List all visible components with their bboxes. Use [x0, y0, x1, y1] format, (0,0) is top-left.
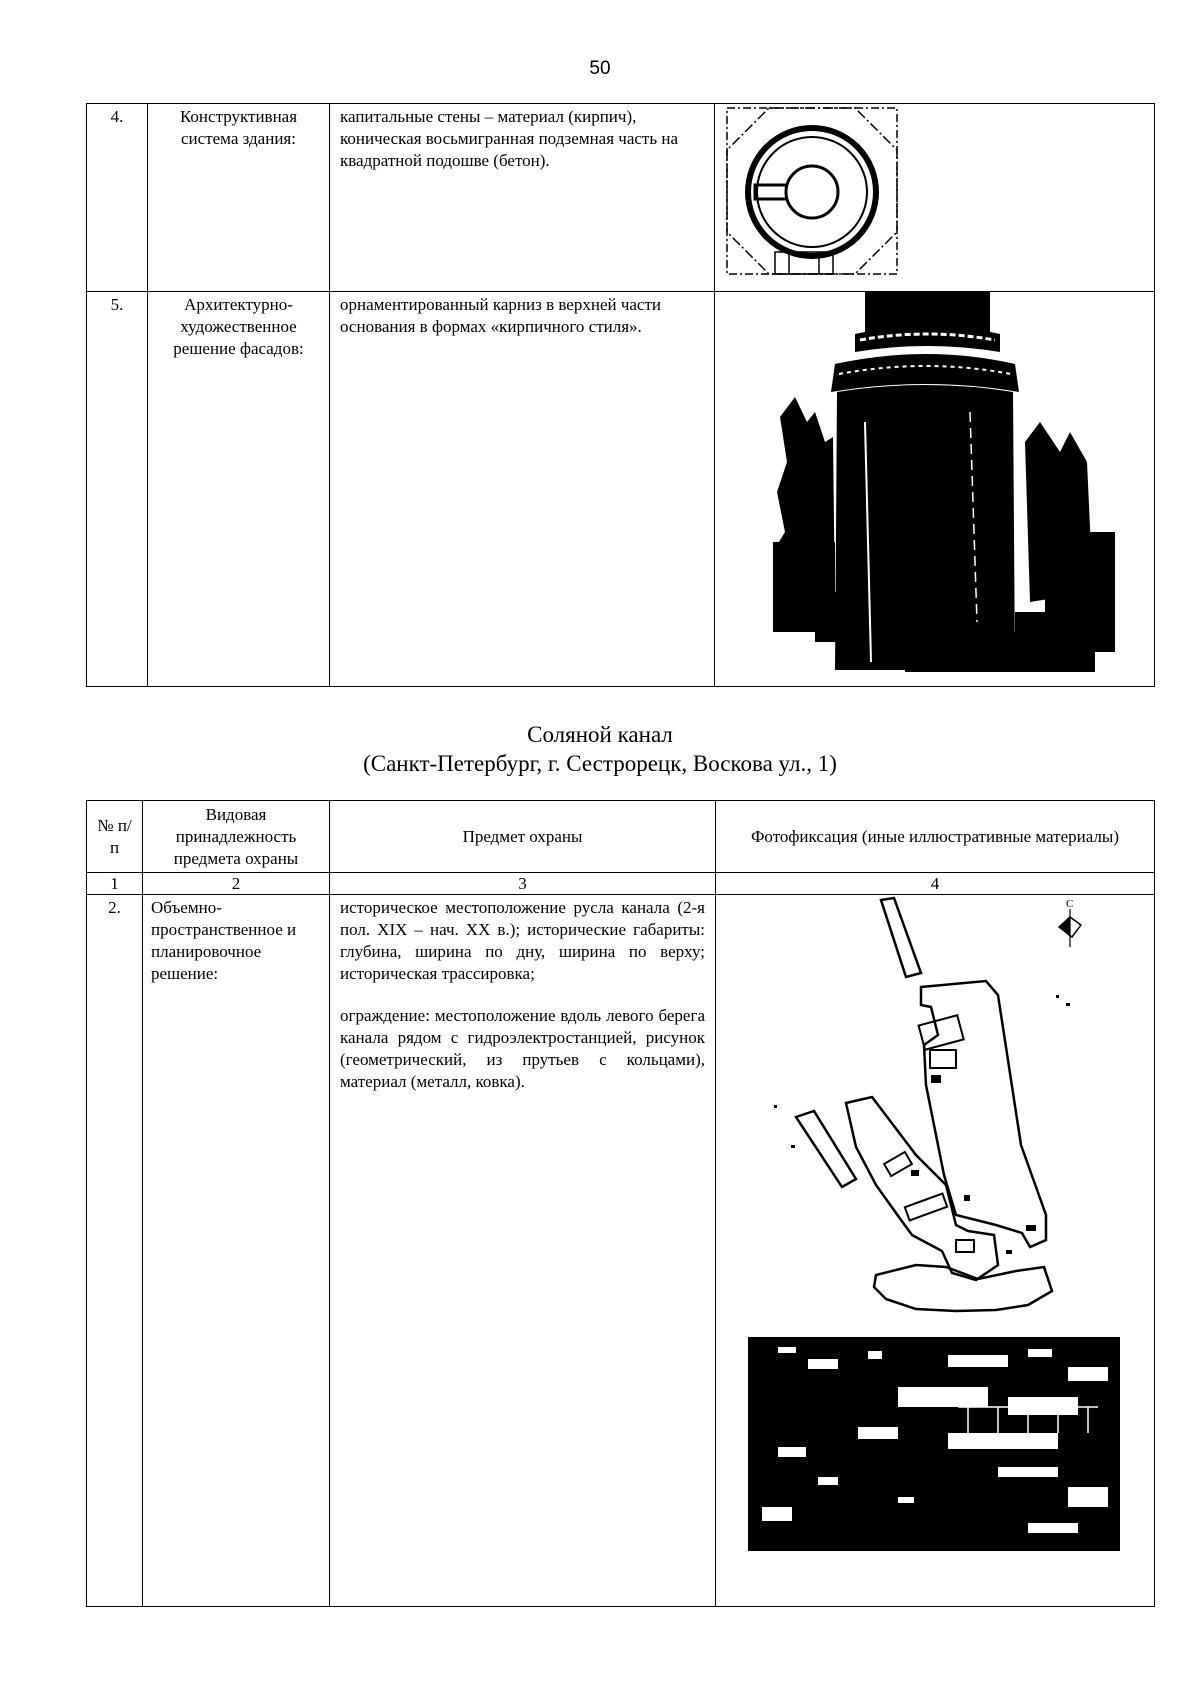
subject-paragraph: историческое местоположение русла канала (2-я пол. XIX – нач. XX в.); исторические габариты: глубина, ширина по дну, ширина по верху; историческая трассировка; [340, 898, 705, 983]
table-row [87, 104, 1155, 292]
north-arrow-icon [1059, 898, 1081, 947]
subject-paragraph: ограждение: местоположение вдоль левого берега канала рядом с гидроэлектростанцией, рисунок (геометрический, из прутьев с кольцами), материал (металл, ковка). [340, 1006, 705, 1091]
category-cell: Объемно-пространственное и планировочное решение: [143, 895, 330, 1607]
illustration-cell [715, 292, 1155, 687]
subject-cell [330, 895, 716, 1607]
column-index: 4 [716, 873, 1155, 895]
table-row [87, 895, 1155, 1607]
table-row [87, 292, 1155, 687]
protection-subject-table [86, 800, 1155, 1607]
category-cell: Архитектурно-художественное решение фасадов: [148, 292, 330, 687]
header-subject: Предмет охраны [330, 801, 716, 873]
description-cell: капитальные стены – материал (кирпич), коническая восьмигранная подземная часть на квадратной подошве (бетон). [330, 104, 715, 292]
section-title: Соляной канал [527, 722, 673, 747]
row-number: 4. [87, 104, 148, 292]
column-index: 2 [143, 873, 330, 895]
header-photo: Фотофиксация (иные иллюстративные материалы) [716, 801, 1155, 873]
compass-label: С [1066, 898, 1074, 910]
illustration-cell [715, 104, 1155, 292]
header-number: № п/п [87, 801, 143, 873]
illustration-cell [716, 895, 1155, 1607]
row-number: 5. [87, 292, 148, 687]
tower-base-photo [715, 292, 1155, 685]
column-index: 3 [330, 873, 716, 895]
table-header-row [87, 801, 1155, 873]
canal-photo [748, 1337, 1120, 1551]
column-index: 1 [87, 873, 143, 895]
protection-table-continued [86, 103, 1155, 687]
header-category: Видовая принадлежность предмета охраны [143, 801, 330, 873]
section-address: (Санкт-Петербург, г. Сестрорецк, Воскова ул., 1) [363, 751, 837, 776]
category-cell: Конструктивная система здания: [148, 104, 330, 292]
page-number: 50 [589, 58, 611, 79]
row-number: 2. [87, 895, 143, 1607]
column-index-row [87, 873, 1155, 895]
octagonal-plan-drawing [715, 104, 1155, 290]
description-cell: орнаментированный карниз в верхней части основания в формах «кирпичного стиля». [330, 292, 715, 687]
